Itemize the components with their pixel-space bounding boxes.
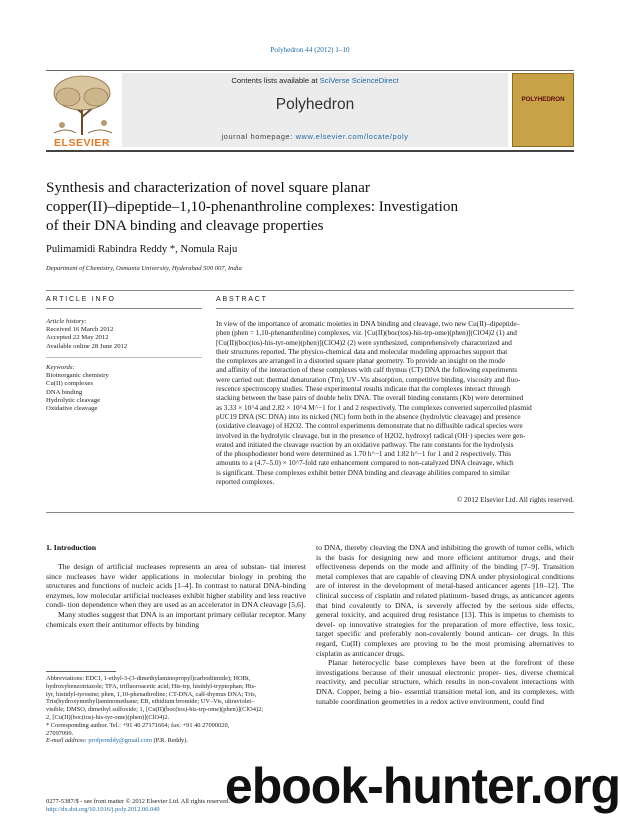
abstract-line: the complexes are arranged in a distorted square planar geometry. To provide an insight on the mode	[216, 357, 505, 366]
keyword: Hydrolytic cleavage	[46, 396, 101, 404]
abstract-line: reported complexes.	[216, 478, 275, 487]
abstract-line: (oxidative cleavage) of H2O2. The control experiments demonstrate that no diffusible radical species were	[216, 422, 523, 431]
abstract-body	[216, 320, 574, 487]
keyword: Bioinorganic chemistry	[46, 372, 109, 380]
email-link[interactable]: profprreddy@gmail.com	[88, 737, 152, 745]
abstract-heading: ABSTRACT	[216, 296, 268, 303]
abstract-line: involved in the hydrolytic cleavage, but in the presence of H2O2, hydroxyl radical (OH·) species were gen-	[216, 431, 526, 440]
info-divider	[46, 357, 202, 358]
affiliation: Department of Chemistry, Osmania University, Hyderabad 500 007, India	[46, 265, 242, 272]
footnote-line: hydroxybenzotriazole; TFA, trifluoroacetic acid; His-trp, histidyl-tryptophan; His-	[46, 682, 257, 690]
header-bottom-rule	[46, 150, 574, 152]
abstract-line: [Cu(II)(boc(tos)-his-tyr-ome)(phen)](ClO4)2 (2) were synthesized, comprehensively characterized and	[216, 338, 512, 347]
section-title-introduction: 1. Introduction	[46, 543, 97, 552]
footnote-line: 27097099.	[46, 729, 74, 737]
journal-name: Polyhedron	[275, 96, 355, 113]
keywords-label: Keywords:	[46, 364, 75, 371]
footnotes	[46, 675, 306, 745]
abstract-line: amounts to a (4.7–5.0) × 10^7-fold rate enhancement compared to non-catalyzed DNA cleavage, which	[216, 459, 514, 468]
abstract-line: is significant. These complexes exhibit better DNA binding and cleavage abilities compared to similar	[216, 468, 510, 477]
footnote-rule	[46, 671, 116, 672]
paragraph: Many studies suggest that DNA is an important primary cellular receptor. Many chemicals exert their antitumor effects by binding	[46, 609, 306, 629]
accepted-date: Accepted 22 May 2012	[46, 334, 109, 342]
authors: Pulimamidi Rabindra Reddy *, Nomula Raju	[46, 244, 238, 255]
abstract-line: erated and initiated the cleavage reaction by an oxidative pathway. The rate constants for the hydrolysis	[216, 440, 514, 449]
received-date: Received 16 March 2012	[46, 326, 114, 334]
abstract-line: of the phosphodiester bond were determined as 1.70 h^−1 and 1.82 h^−1 for 1 and 2 respectively. This	[216, 450, 511, 459]
abstract-line: pUC19 DNA (SC DNA) into its nicked (NC) form both in the absence (hydrolytic cleavage) and presence	[216, 412, 521, 421]
paragraph: to DNA, thereby cleaving the DNA and inhibiting the growth of tumor cells, which is the basis for designing new and more efficient antitumor drugs, and their effectiveness depends on the mode and affinity of the binding [7–9]. Transition metal complexes that are capable of cleaving DNA under physiological conditions are of interest in the development of metal-based anticancer agents [10–12]. The clinical success of cisplatin and related platinum- based drugs, as anticancer agents that bind covalently to DNA, is severely affected by the serious side effects, general toxicity, and acquired drug resistance [13]. This is impetus to chemists to devel- op innovative strategies for the preparation of more effective, less toxic, target specific and preferably non-covalently bound antican- cer drugs. In this regard, Cu(II) complexes are proving to be the most promising alternatives to cisplatin as anticancer drugs.	[316, 543, 575, 658]
contents-prefix: Contents lists available at	[231, 76, 320, 85]
email-line	[46, 737, 306, 745]
paragraph: The design of artificial nucleases represents an area of substan- tial interest since nucleases have wider applications in molecular biology in probing the structures and functions of nucleic acids [1–4]. In contrast to natural DNA-binding enzymes, low molecular artificial nucleases exhibit higher stability and less reactive condi- tion dependence when they are used as an accelerator in DNA cleavage [5,6].	[46, 562, 307, 610]
elsevier-tree-logo	[46, 73, 118, 137]
elsevier-logo-text: ELSEVIER	[54, 137, 110, 149]
journal-reference[interactable]: Polyhedron 44 (2012) 1–10	[270, 46, 350, 54]
journal-cover-image	[512, 73, 574, 147]
abstract-line: their structures reported. The physico-chemical data and molecular modeling approaches support that	[216, 347, 508, 356]
sciencedirect-link[interactable]: SciVerse ScienceDirect	[319, 76, 399, 85]
watermark-text: ebook-hunter.org	[224, 758, 620, 814]
history-label: Article history:	[46, 318, 87, 325]
email-label: E-mail address:	[46, 737, 89, 745]
homepage-prefix: journal homepage:	[221, 132, 296, 141]
abstract-line: rescence spectroscopy studies. These experimental results indicate that the complexes interact through	[216, 385, 511, 394]
abstract-divider	[216, 308, 574, 309]
article-info-divider	[46, 308, 202, 309]
header-top-rule	[46, 70, 574, 71]
abstract-line: and affinity of the interaction of these complexes with calf thymus (CT) DNA the following experiments	[216, 366, 518, 375]
cover-title: POLYHEDRON	[521, 96, 565, 103]
contents-available-line	[122, 76, 508, 85]
online-date: Available online 28 June 2012	[46, 342, 128, 350]
keywords	[46, 364, 202, 413]
abstract-line: stacking between the base pairs of double helix DNA. The overall binding constants (Kb) were determined	[216, 394, 524, 403]
abstract-line: were carried out: thermal denaturation (Tm), UV–Vis absorption, competitive binding, viscosity and fluo-	[216, 375, 521, 384]
abstract-line: phen (phen = 1,10-phenanthroline) complexes, viz. [Cu(II)(boc(tos)-his-trp-ome)(phen)](ClO4)2 (1) and	[216, 329, 517, 338]
issn-line: 0277-5387/$ - see front matter © 2012 Elsevier Ltd. All rights reserved.	[46, 798, 230, 805]
footnote-line: 2, [Cu(II)(boc(tos)-his-tyr-ome)(phen)](ClO4)2.	[46, 713, 170, 721]
title-line: copper(II)–dipeptide–1,10-phenanthroline complexes: Investigation	[46, 198, 459, 216]
right-column	[316, 543, 574, 706]
title-line: of their DNA binding and cleavage properties	[46, 217, 324, 235]
top-divider	[46, 290, 574, 291]
paragraph: Planar heterocyclic base complexes have been at the forefront of these investigations because of their unusual electronic proper- ties, diverse chemical reactivity, and peculiar structure, which results in non-covalent interactions with DNA. Copper, being a bio- essential transition metal ion, and its complexes, with tunable coordination geometries in a redox active environment, could find	[316, 658, 575, 706]
article-info-heading: ARTICLE INFO	[46, 296, 116, 303]
copyright-notice: © 2012 Elsevier Ltd. All rights reserved.	[456, 496, 574, 504]
article-title	[46, 178, 574, 236]
footnote-line: Tris(hydroxymethyl)aminomethane; EB, ethidium bromide; UV–Vis, ultraviolet–	[46, 698, 255, 706]
abstract-line: In view of the importance of aromatic moieties in DNA binding and cleavage, two new Cu(II)–dipeptide–	[216, 320, 521, 328]
homepage-link[interactable]: www.elsevier.com/locate/poly	[295, 132, 409, 141]
footnote-line: * Corresponding author. Tel.: +91 40 27171664; fax: +91 40 27090020,	[46, 721, 230, 729]
abstract-bottom-divider	[46, 512, 574, 513]
footnote-line: visible; DMSO, dimethyl sulfoxide; 1, [Cu(II)(boc(tos)-his-trp-ome)(phen)](ClO4)2;	[46, 706, 264, 714]
footnote-line: Abbreviations: EDCI, 1-ethyl-3-(3-dimethylaminopropyl)carbodiimide); HOBt,	[46, 675, 251, 682]
title-line: Synthesis and characterization of novel square planar	[46, 179, 370, 196]
keyword: Oxidative cleavage	[46, 405, 98, 413]
keyword: DNA binding	[46, 388, 83, 396]
abstract-line: as 3.33 × 10^4 and 2.82 × 10^4 M^−1 for 1 and 2 respectively. The complexes converted supercoiled plasmid	[216, 403, 532, 412]
left-column	[46, 562, 306, 629]
email-suffix: (P.R. Reddy).	[151, 737, 188, 745]
keyword: Cu(II) complexes	[46, 380, 93, 388]
doi-link[interactable]: http://dx.doi.org/10.1016/j.poly.2012.06.049	[46, 806, 160, 813]
article-history	[46, 318, 202, 351]
footnote-line: tyr, histidyl-tyrosine; phen, 1,10-phenathroline; CT-DNA, calf-thymus DNA; Tris,	[46, 690, 257, 698]
journal-homepage-line	[122, 132, 508, 141]
